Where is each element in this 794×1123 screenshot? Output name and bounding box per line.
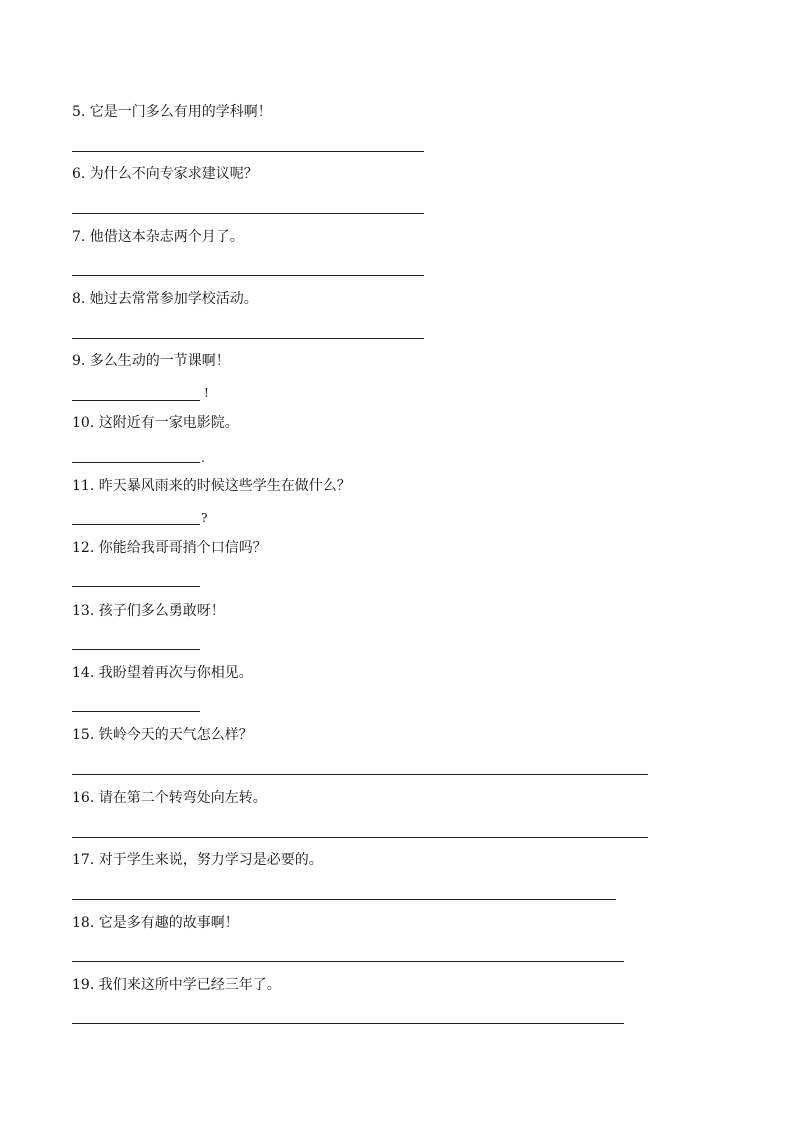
question-17: 17. 对于学生来说，努力学习是必要的。	[72, 852, 323, 868]
answer-trail-11: ?	[201, 511, 208, 525]
answer-line-10[interactable]	[72, 462, 200, 463]
answer-line-11[interactable]	[72, 524, 200, 525]
answer-trail-9: !	[204, 386, 209, 400]
question-7: 7. 他借这本杂志两个月了。	[72, 229, 244, 245]
question-13: 13. 孩子们多么勇敢呀！	[72, 603, 225, 619]
question-16: 16. 请在第二个转弯处向左转。	[72, 790, 267, 806]
answer-line-5[interactable]	[72, 151, 424, 152]
question-15: 15. 铁岭今天的天气怎么样？	[72, 727, 253, 743]
answer-line-13[interactable]	[72, 649, 200, 650]
answer-line-8[interactable]	[72, 338, 424, 339]
question-12: 12. 你能给我哥哥捎个口信吗？	[72, 540, 267, 556]
answer-line-18[interactable]	[72, 961, 624, 962]
answer-line-9[interactable]	[72, 400, 200, 401]
question-5: 5. 它是一门多么有用的学科啊！	[72, 104, 272, 120]
question-10: 10. 这附近有一家电影院。	[72, 415, 239, 431]
question-11: 11. 昨天暴风雨来的时候这些学生在做什么？	[72, 478, 351, 494]
answer-line-19[interactable]	[72, 1023, 624, 1024]
question-6: 6. 为什么不向专家求建议呢？	[72, 166, 258, 182]
question-14: 14. 我盼望着再次与你相见。	[72, 665, 253, 681]
answer-line-12[interactable]	[72, 586, 200, 587]
answer-line-16[interactable]	[72, 837, 648, 838]
question-19: 19. 我们来这所中学已经三年了。	[72, 977, 281, 993]
question-9: 9. 多么生动的一节课啊！	[72, 353, 230, 369]
answer-line-15[interactable]	[72, 774, 648, 775]
answer-line-6[interactable]	[72, 213, 424, 214]
question-18: 18. 它是多有趣的故事啊！	[72, 915, 239, 931]
answer-line-7[interactable]	[72, 275, 424, 276]
answer-trail-10: .	[201, 451, 205, 465]
answer-line-14[interactable]	[72, 711, 200, 712]
question-8: 8. 她过去常常参加学校活动。	[72, 291, 258, 307]
answer-line-17[interactable]	[72, 899, 616, 900]
